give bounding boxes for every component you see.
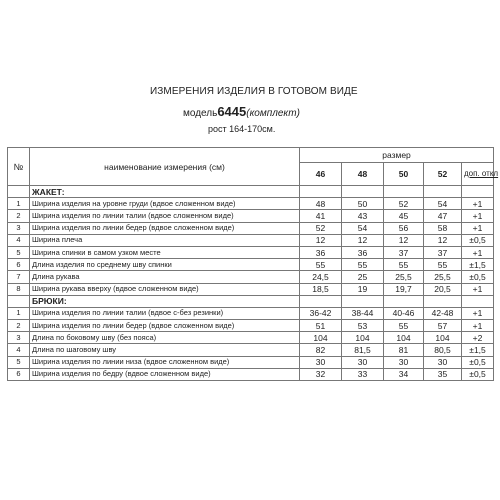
column-header-tolerance: доп. откл	[462, 163, 494, 186]
size-value-52: 80,5	[424, 344, 462, 356]
size-value-50: 30	[384, 356, 424, 368]
measurement-name: Ширина изделия по бедру (вдвое сложенном виде)	[30, 368, 300, 380]
column-header-number: №	[8, 148, 30, 186]
tolerance-value: +1	[462, 246, 494, 258]
size-value-50: 19,7	[384, 283, 424, 295]
size-value-50: 25,5	[384, 271, 424, 283]
table-row	[8, 283, 494, 295]
size-value-46: 36-42	[300, 307, 342, 319]
measurement-name: Ширина спинки в самом узком месте	[30, 246, 300, 258]
table-row	[8, 307, 494, 319]
row-number: 4	[8, 234, 30, 246]
table-row	[8, 344, 494, 356]
size-value-46: 30	[300, 356, 342, 368]
table-row	[8, 259, 494, 271]
row-number: 8	[8, 283, 30, 295]
measurement-name: Длина рукава	[30, 271, 300, 283]
section-empty-cell	[384, 295, 424, 307]
model-number: 6445	[217, 104, 247, 119]
size-value-50: 81	[384, 344, 424, 356]
tolerance-value: +1	[462, 307, 494, 319]
measurement-name: Длина изделия по среднему шву спинки	[30, 259, 300, 271]
row-number: 1	[8, 198, 30, 210]
row-number: 2	[8, 320, 30, 332]
size-value-50: 56	[384, 222, 424, 234]
table-row	[8, 320, 494, 332]
size-value-46: 104	[300, 332, 342, 344]
size-value-48: 104	[342, 332, 384, 344]
column-header-name: наименование измерения (см)	[30, 148, 300, 186]
row-number: 1	[8, 307, 30, 319]
tolerance-value: +1	[462, 198, 494, 210]
size-header-48: 48	[342, 163, 384, 186]
size-value-48: 38-44	[342, 307, 384, 319]
measurement-name: Ширина изделия на уровне груди (вдвое сложенном виде)	[30, 198, 300, 210]
size-value-46: 41	[300, 210, 342, 222]
size-value-48: 33	[342, 368, 384, 380]
table-row	[8, 210, 494, 222]
row-number: 5	[8, 356, 30, 368]
measurement-name: Длина по боковому шву (без пояса)	[30, 332, 300, 344]
section-empty-cell	[384, 186, 424, 198]
size-value-46: 12	[300, 234, 342, 246]
size-value-48: 50	[342, 198, 384, 210]
size-value-46: 48	[300, 198, 342, 210]
size-value-52: 47	[424, 210, 462, 222]
size-value-46: 32	[300, 368, 342, 380]
section-empty-cell	[462, 186, 494, 198]
size-value-46: 36	[300, 246, 342, 258]
size-header-50: 50	[384, 163, 424, 186]
row-number: 4	[8, 344, 30, 356]
section-empty-cell	[342, 295, 384, 307]
section-empty-cell	[300, 186, 342, 198]
measurement-name: Ширина плеча	[30, 234, 300, 246]
size-value-52: 54	[424, 198, 462, 210]
size-value-48: 81,5	[342, 344, 384, 356]
size-value-48: 30	[342, 356, 384, 368]
table-row	[8, 332, 494, 344]
table-row	[8, 368, 494, 380]
size-value-48: 25	[342, 271, 384, 283]
section-empty-cell	[424, 186, 462, 198]
row-number: 5	[8, 246, 30, 258]
section-title-trousers: БРЮКИ:	[30, 295, 300, 307]
section-empty-cell	[300, 295, 342, 307]
size-value-48: 54	[342, 222, 384, 234]
section-empty-cell	[342, 186, 384, 198]
tolerance-value: ±0,5	[462, 271, 494, 283]
size-value-50: 45	[384, 210, 424, 222]
size-value-46: 52	[300, 222, 342, 234]
size-value-52: 12	[424, 234, 462, 246]
column-header-size-group: размер	[300, 148, 494, 163]
model-prefix: модель	[183, 108, 218, 119]
size-value-52: 37	[424, 246, 462, 258]
table-row	[8, 246, 494, 258]
tolerance-value: +1	[462, 320, 494, 332]
size-value-50: 104	[384, 332, 424, 344]
table-row	[8, 271, 494, 283]
size-value-46: 82	[300, 344, 342, 356]
section-title-jacket: ЖАКЕТ:	[30, 186, 300, 198]
tolerance-value: ±1,5	[462, 259, 494, 271]
size-value-46: 55	[300, 259, 342, 271]
size-value-52: 30	[424, 356, 462, 368]
measurement-name: Ширина изделия по линии бедер (вдвое сложенном виде)	[30, 222, 300, 234]
size-value-48: 12	[342, 234, 384, 246]
tolerance-value: ±0,5	[462, 368, 494, 380]
measurement-name: Ширина изделия по линии бедер (вдвое сложенном виде)	[30, 320, 300, 332]
size-value-52: 58	[424, 222, 462, 234]
tolerance-value: ±0,5	[462, 234, 494, 246]
tolerance-value: +1	[462, 210, 494, 222]
measurement-name: Ширина изделия по линии талии (вдвое с-без резинки)	[30, 307, 300, 319]
section-number-cell	[8, 295, 30, 307]
section-empty-cell	[462, 295, 494, 307]
trousers-section-row	[8, 295, 494, 307]
section-number-cell	[8, 186, 30, 198]
table-row	[8, 222, 494, 234]
section-empty-cell	[424, 295, 462, 307]
measurement-name: Ширина изделия по линии талии (вдвое сложенном виде)	[30, 210, 300, 222]
size-value-46: 24,5	[300, 271, 342, 283]
row-number: 3	[8, 332, 30, 344]
tolerance-value: +2	[462, 332, 494, 344]
size-value-50: 12	[384, 234, 424, 246]
row-number: 2	[8, 210, 30, 222]
size-value-48: 53	[342, 320, 384, 332]
row-number: 6	[8, 368, 30, 380]
size-value-52: 104	[424, 332, 462, 344]
size-value-52: 57	[424, 320, 462, 332]
size-value-50: 34	[384, 368, 424, 380]
model-note: (комплект)	[246, 108, 300, 119]
table-body	[8, 148, 499, 381]
tolerance-value: +1	[462, 283, 494, 295]
page-title: ИЗМЕРЕНИЯ ИЗДЕЛИЯ В ГОТОВОМ ВИДЕ	[150, 86, 358, 97]
size-value-48: 55	[342, 259, 384, 271]
size-value-50: 52	[384, 198, 424, 210]
table-row	[8, 198, 494, 210]
size-header-46: 46	[300, 163, 342, 186]
row-number: 7	[8, 271, 30, 283]
row-number: 3	[8, 222, 30, 234]
table-row	[8, 234, 494, 246]
size-value-50: 37	[384, 246, 424, 258]
jacket-section-row	[8, 186, 494, 198]
size-value-52: 35	[424, 368, 462, 380]
size-value-48: 19	[342, 283, 384, 295]
size-value-46: 51	[300, 320, 342, 332]
model-line	[183, 104, 300, 119]
table-row	[8, 356, 494, 368]
tolerance-value: +1	[462, 222, 494, 234]
height-range: рост 164-170см.	[208, 124, 276, 134]
row-number: 6	[8, 259, 30, 271]
measurement-name: Длина по шаговому шву	[30, 344, 300, 356]
size-value-52: 55	[424, 259, 462, 271]
tolerance-value: ±1,5	[462, 344, 494, 356]
size-value-48: 36	[342, 246, 384, 258]
size-value-50: 40-46	[384, 307, 424, 319]
measurement-name: Ширина рукава вверху (вдвое сложенном виде)	[30, 283, 300, 295]
size-value-50: 55	[384, 320, 424, 332]
size-value-52: 20,5	[424, 283, 462, 295]
header-row	[8, 148, 494, 163]
size-value-52: 42-48	[424, 307, 462, 319]
size-value-52: 25,5	[424, 271, 462, 283]
tolerance-value: ±0,5	[462, 356, 494, 368]
size-value-50: 55	[384, 259, 424, 271]
size-value-46: 18,5	[300, 283, 342, 295]
size-value-48: 43	[342, 210, 384, 222]
measurement-name: Ширина изделия по линии низа (вдвое сложенном виде)	[30, 356, 300, 368]
size-header-52: 52	[424, 163, 462, 186]
measurements-table	[7, 147, 499, 381]
